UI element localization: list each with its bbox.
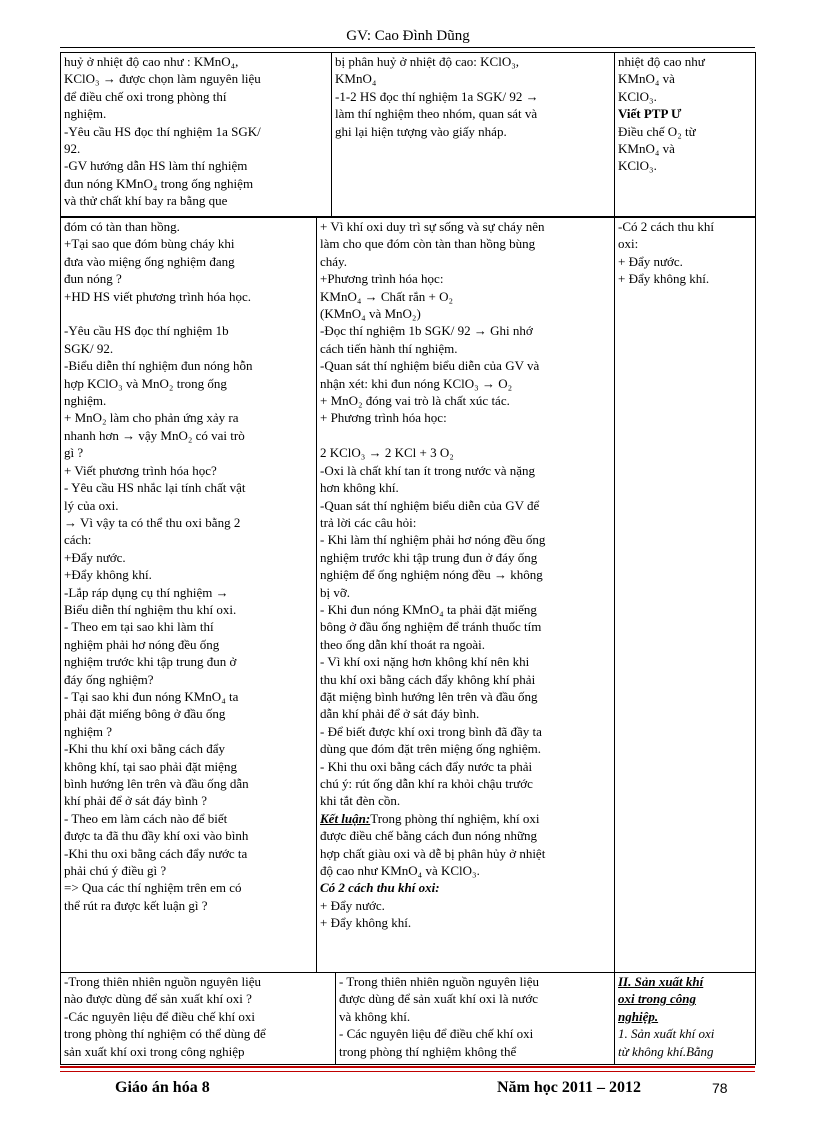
text-line: 92. [64, 141, 81, 157]
text-line: -Các nguyên liệu để điều chế khí oxi [64, 1008, 255, 1024]
text-line: và thử chất khí bay ra bằng que [64, 193, 228, 209]
text-line: -Quan sát thí nghiệm biểu diễn của GV để [320, 497, 540, 513]
text-line: nghiệm để ống nghiệm nóng đều → không [320, 567, 543, 583]
text-line: nhận xét: khi đun nóng KClO₃ → O₂ [320, 375, 513, 391]
text-line: chú ý: rút ống dẫn khí ra khỏi chậu trước [320, 776, 533, 791]
text-line: - Vì khí oxi nặng hơn không khí nên khi [320, 654, 530, 670]
text-line: 2 KClO₃ → 2 KCl + 3 O₂ [320, 445, 454, 461]
conclusion-text: Trong phòng thí nghiệm, khí oxi [370, 810, 540, 826]
text-line: dùng que đóm đặt trên miệng ống nghiệm. [320, 741, 541, 757]
text-line: SGK/ 92. [64, 340, 114, 356]
text-line: đóm có tàn than hồng. [64, 219, 180, 234]
text-line: -GV hướng dẫn HS làm thí nghiệm [64, 158, 248, 174]
student-activity-cell [332, 53, 615, 217]
text-line: -Trong thiên nhiên nguồn nguyên liệu [64, 974, 262, 989]
text-line: KClO₃ → được chọn làm nguyên liệu [64, 71, 261, 87]
student-activity-cell [336, 973, 615, 1065]
header-rule [60, 47, 755, 48]
text-line: thể rút ra được kết luận gì ? [64, 897, 208, 913]
text-line: đun nóng ? [64, 271, 122, 287]
conclusion-line: độ cao như KMnO₄ và KClO₃. [320, 863, 480, 879]
text-line: nghiệm. [64, 393, 107, 409]
subsection-line: từ không khí.Bằng [618, 1043, 714, 1059]
teacher-activity-cell [61, 973, 336, 1065]
text-line: - Yêu cầu HS nhắc lại tính chất vật [64, 480, 246, 496]
text-line: được dùng để sản xuất khí oxi là nước [339, 991, 538, 1007]
text-line: khi tắt đèn cồn. [320, 793, 401, 809]
footer-title: Giáo án hóa 8 [115, 1079, 210, 1096]
text-line: => Qua các thí nghiệm trên em có [64, 880, 242, 896]
conclusion-line: hợp chất giàu oxi và dễ bị phân hủy ở nhiệt [320, 845, 546, 861]
text-line: (KMnO₄ và MnO₂) [320, 306, 421, 322]
lesson-table-main [60, 217, 756, 973]
text-line: -Lắp ráp dụng cụ thí nghiệm → [64, 584, 229, 600]
text-line: +Đẩy không khí. [64, 567, 152, 583]
text-line: thu khí oxi bằng cách đẩy không khí phải [320, 671, 536, 687]
text-line: KClO₃. [618, 88, 657, 104]
text-line: -1-2 HS đọc thí nghiệm 1a SGK/ 92 → [335, 88, 539, 104]
text-line: phải đặt miếng bông ở đầu ống [64, 706, 226, 722]
text-line: hợp KClO₃ và MnO₂ trong ống [64, 375, 227, 391]
text-line: - Khi thu oxi bằng cách đẩy nước ta phải [320, 758, 533, 774]
text-line: nghiệm phải hơ nóng đều ống [64, 636, 220, 652]
text-line: + Phương trình hóa học: [320, 410, 447, 426]
text-line: bông ở đầu ống nghiệm để tránh thuốc tím [320, 619, 542, 635]
text-line: - Theo em làm cách nào để biết [64, 810, 228, 826]
text-line: làm thí nghiệm theo nhóm, quan sát và [335, 106, 538, 122]
text-line: khí phải để ở sát đáy bình ? [64, 793, 207, 809]
page-number: 78 [712, 1080, 728, 1096]
text-line: bình hướng lên trên và đầu ống dẫn [64, 776, 249, 791]
text-line: đặt miệng bình hướng lên trên và đầu ống [320, 688, 538, 704]
text-line: nghiệm trước khi tập trung đun ở [64, 654, 237, 670]
text-line: bị phân huỷ ở nhiệt độ cao: KClO₃, [335, 54, 519, 69]
text-line: -Yêu cầu HS đọc thí nghiệm 1b [64, 323, 229, 339]
text-line: đun nóng KMnO₄ trong ống nghiệm [64, 175, 254, 191]
text-line: cách: [64, 532, 92, 548]
text-line: nhiệt độ cao như [618, 54, 705, 69]
text-line: Điều chế O₂ từ [618, 123, 696, 139]
text-line: không khí, tại sao phải đặt miệng [64, 758, 237, 774]
text-line: nghiệm. [64, 106, 107, 122]
conclusion-label: Kết luận: [320, 810, 371, 826]
text-line: để điều chế oxi trong phòng thí [64, 88, 227, 104]
text-line: oxi: [618, 236, 639, 252]
student-activity-cell [317, 218, 615, 973]
lesson-table-bottom [60, 972, 756, 1065]
text-line [64, 305, 314, 322]
text-line: +Tại sao que đóm bùng cháy khi [64, 236, 235, 252]
text-line: KClO₃. [618, 158, 657, 174]
teacher-activity-cell [61, 53, 332, 217]
text-line: đáy ống nghiệm? [64, 671, 154, 687]
text-line: KMnO₄ → Chất rắn + O₂ [320, 288, 454, 304]
content-cell [615, 53, 756, 217]
footer-rule-thick [60, 1066, 755, 1068]
footer-rule-thin [60, 1071, 755, 1072]
text-line: - Khi đun nóng KMnO₄ ta phải đặt miếng [320, 601, 537, 617]
text-line: +HD HS viết phương trình hóa học. [64, 288, 251, 304]
text-line: cháy. [320, 253, 347, 269]
teacher-activity-cell [61, 218, 317, 973]
text-line: + MnO₂ làm cho phản ứng xảy ra [64, 410, 239, 426]
text-line: - Các nguyên liệu để điều chế khí oxi [339, 1026, 534, 1042]
content-cell [615, 973, 756, 1065]
text-line: và không khí. [339, 1008, 411, 1024]
text-line: phải chú ý điều gì ? [64, 863, 167, 879]
text-line: -Đọc thí nghiệm 1b SGK/ 92 → Ghi nhớ [320, 323, 533, 339]
text-line: được ta đã thu đầy khí oxi vào bình [64, 828, 249, 844]
lesson-table-top [60, 52, 756, 217]
text-line: làm cho que đóm còn tàn than hồng bùng [320, 236, 536, 252]
text-line: sản xuất khí oxi trong công nghiệp [64, 1043, 245, 1059]
section-heading: II. Sản xuất khí [618, 974, 704, 989]
text-line: + Vì khí oxi duy trì sự sống và sự cháy nên [320, 219, 545, 234]
conclusion-line [320, 810, 612, 827]
text-line: hơn không khí. [320, 480, 399, 496]
text-line: - Tại sao khi đun nóng KMnO₄ ta [64, 688, 239, 704]
text-line: -Biểu diễn thí nghiệm đun nóng hỗn [64, 358, 253, 374]
text-line: Biểu diễn thí nghiệm thu khí oxi. [64, 601, 237, 617]
subsection-line: 1. Sản xuất khí oxi [618, 1026, 715, 1042]
text-line: đưa vào miệng ống nghiệm đang [64, 253, 235, 269]
text-line: nhanh hơn → vậy MnO₂ có vai trò [64, 427, 245, 443]
page-header: GV: Cao Đình Dũng [346, 28, 470, 44]
section-heading: nghiệp. [618, 1008, 659, 1024]
text-line: -Yêu cầu HS đọc thí nghiệm 1a SGK/ [64, 123, 261, 139]
text-line: -Oxi là chất khí tan ít trong nước và nặng [320, 462, 536, 478]
text-line: nghiệm trước khi tập trung đun ở đáy ống [320, 549, 538, 565]
text-line: + Đẩy nước. [618, 253, 683, 269]
text-line: gì ? [64, 445, 84, 461]
text-line: lý của oxi. [64, 497, 119, 513]
text-line: - Khi làm thí nghiệm phải hơ nóng đều ống [320, 532, 546, 548]
text-line: -Có 2 cách thu khí [618, 219, 715, 234]
text-line: + Đẩy nước. [320, 897, 385, 913]
conclusion-line: được điều chế bằng cách đun nóng những [320, 828, 537, 844]
text-line: -Khi thu oxi bằng cách đẩy nước ta [64, 845, 248, 861]
text-line: nghiệm ? [64, 723, 113, 739]
text-line: +Phương trình hóa học: [320, 271, 444, 287]
text-line: - Theo em tại sao khi làm thí [64, 619, 214, 635]
section-heading: oxi trong công [618, 991, 697, 1007]
text-line: + Đẩy không khí. [320, 915, 412, 931]
text-line: → Vì vậy ta có thể thu oxi bằng 2 [64, 514, 241, 530]
text-line: trong phòng thí nghiệm có thể dùng để [64, 1026, 266, 1042]
methods-title: Có 2 cách thu khí oxi: [320, 880, 440, 896]
text-line: - Để biết được khí oxi trong bình đã đầy ta [320, 723, 542, 739]
text-line: nào được dùng để sản xuất khí oxi ? [64, 991, 252, 1007]
text-line: KMnO₄ [335, 71, 377, 87]
text-line: -Quan sát thí nghiệm biểu diễn của GV và [320, 358, 540, 374]
text-line: theo ống dẫn khí thoát ra ngoài. [320, 636, 485, 652]
content-bold-heading: Viết PTP Ư [618, 106, 682, 122]
text-line: -Khi thu khí oxi bằng cách đẩy [64, 741, 226, 757]
text-line: + Đẩy không khí. [618, 271, 710, 287]
text-line [320, 427, 612, 444]
text-line: huỷ ở nhiệt độ cao như : KMnO₄, [64, 54, 239, 69]
content-cell [615, 218, 756, 973]
text-line: dẫn khí phải để ở sát đáy bình. [320, 706, 480, 722]
text-line: trong phòng thí nghiệm không thể [339, 1043, 517, 1059]
text-line: + Viết phương trình hóa học? [64, 462, 217, 478]
text-line: ghi lại hiện tượng vào giấy nháp. [335, 123, 507, 139]
text-line: KMnO₄ và [618, 141, 675, 157]
text-line: KMnO₄ và [618, 71, 675, 87]
text-line: trả lời các câu hỏi: [320, 514, 417, 530]
text-line: bị vỡ. [320, 584, 350, 600]
text-line: + MnO₂ đóng vai trò là chất xúc tác. [320, 393, 510, 409]
text-line: - Trong thiên nhiên nguồn nguyên liệu [339, 974, 540, 989]
text-line: cách tiến hành thí nghiệm. [320, 340, 458, 356]
text-line: +Đẩy nước. [64, 549, 126, 565]
footer-year: Năm học 2011 – 2012 [497, 1079, 641, 1096]
